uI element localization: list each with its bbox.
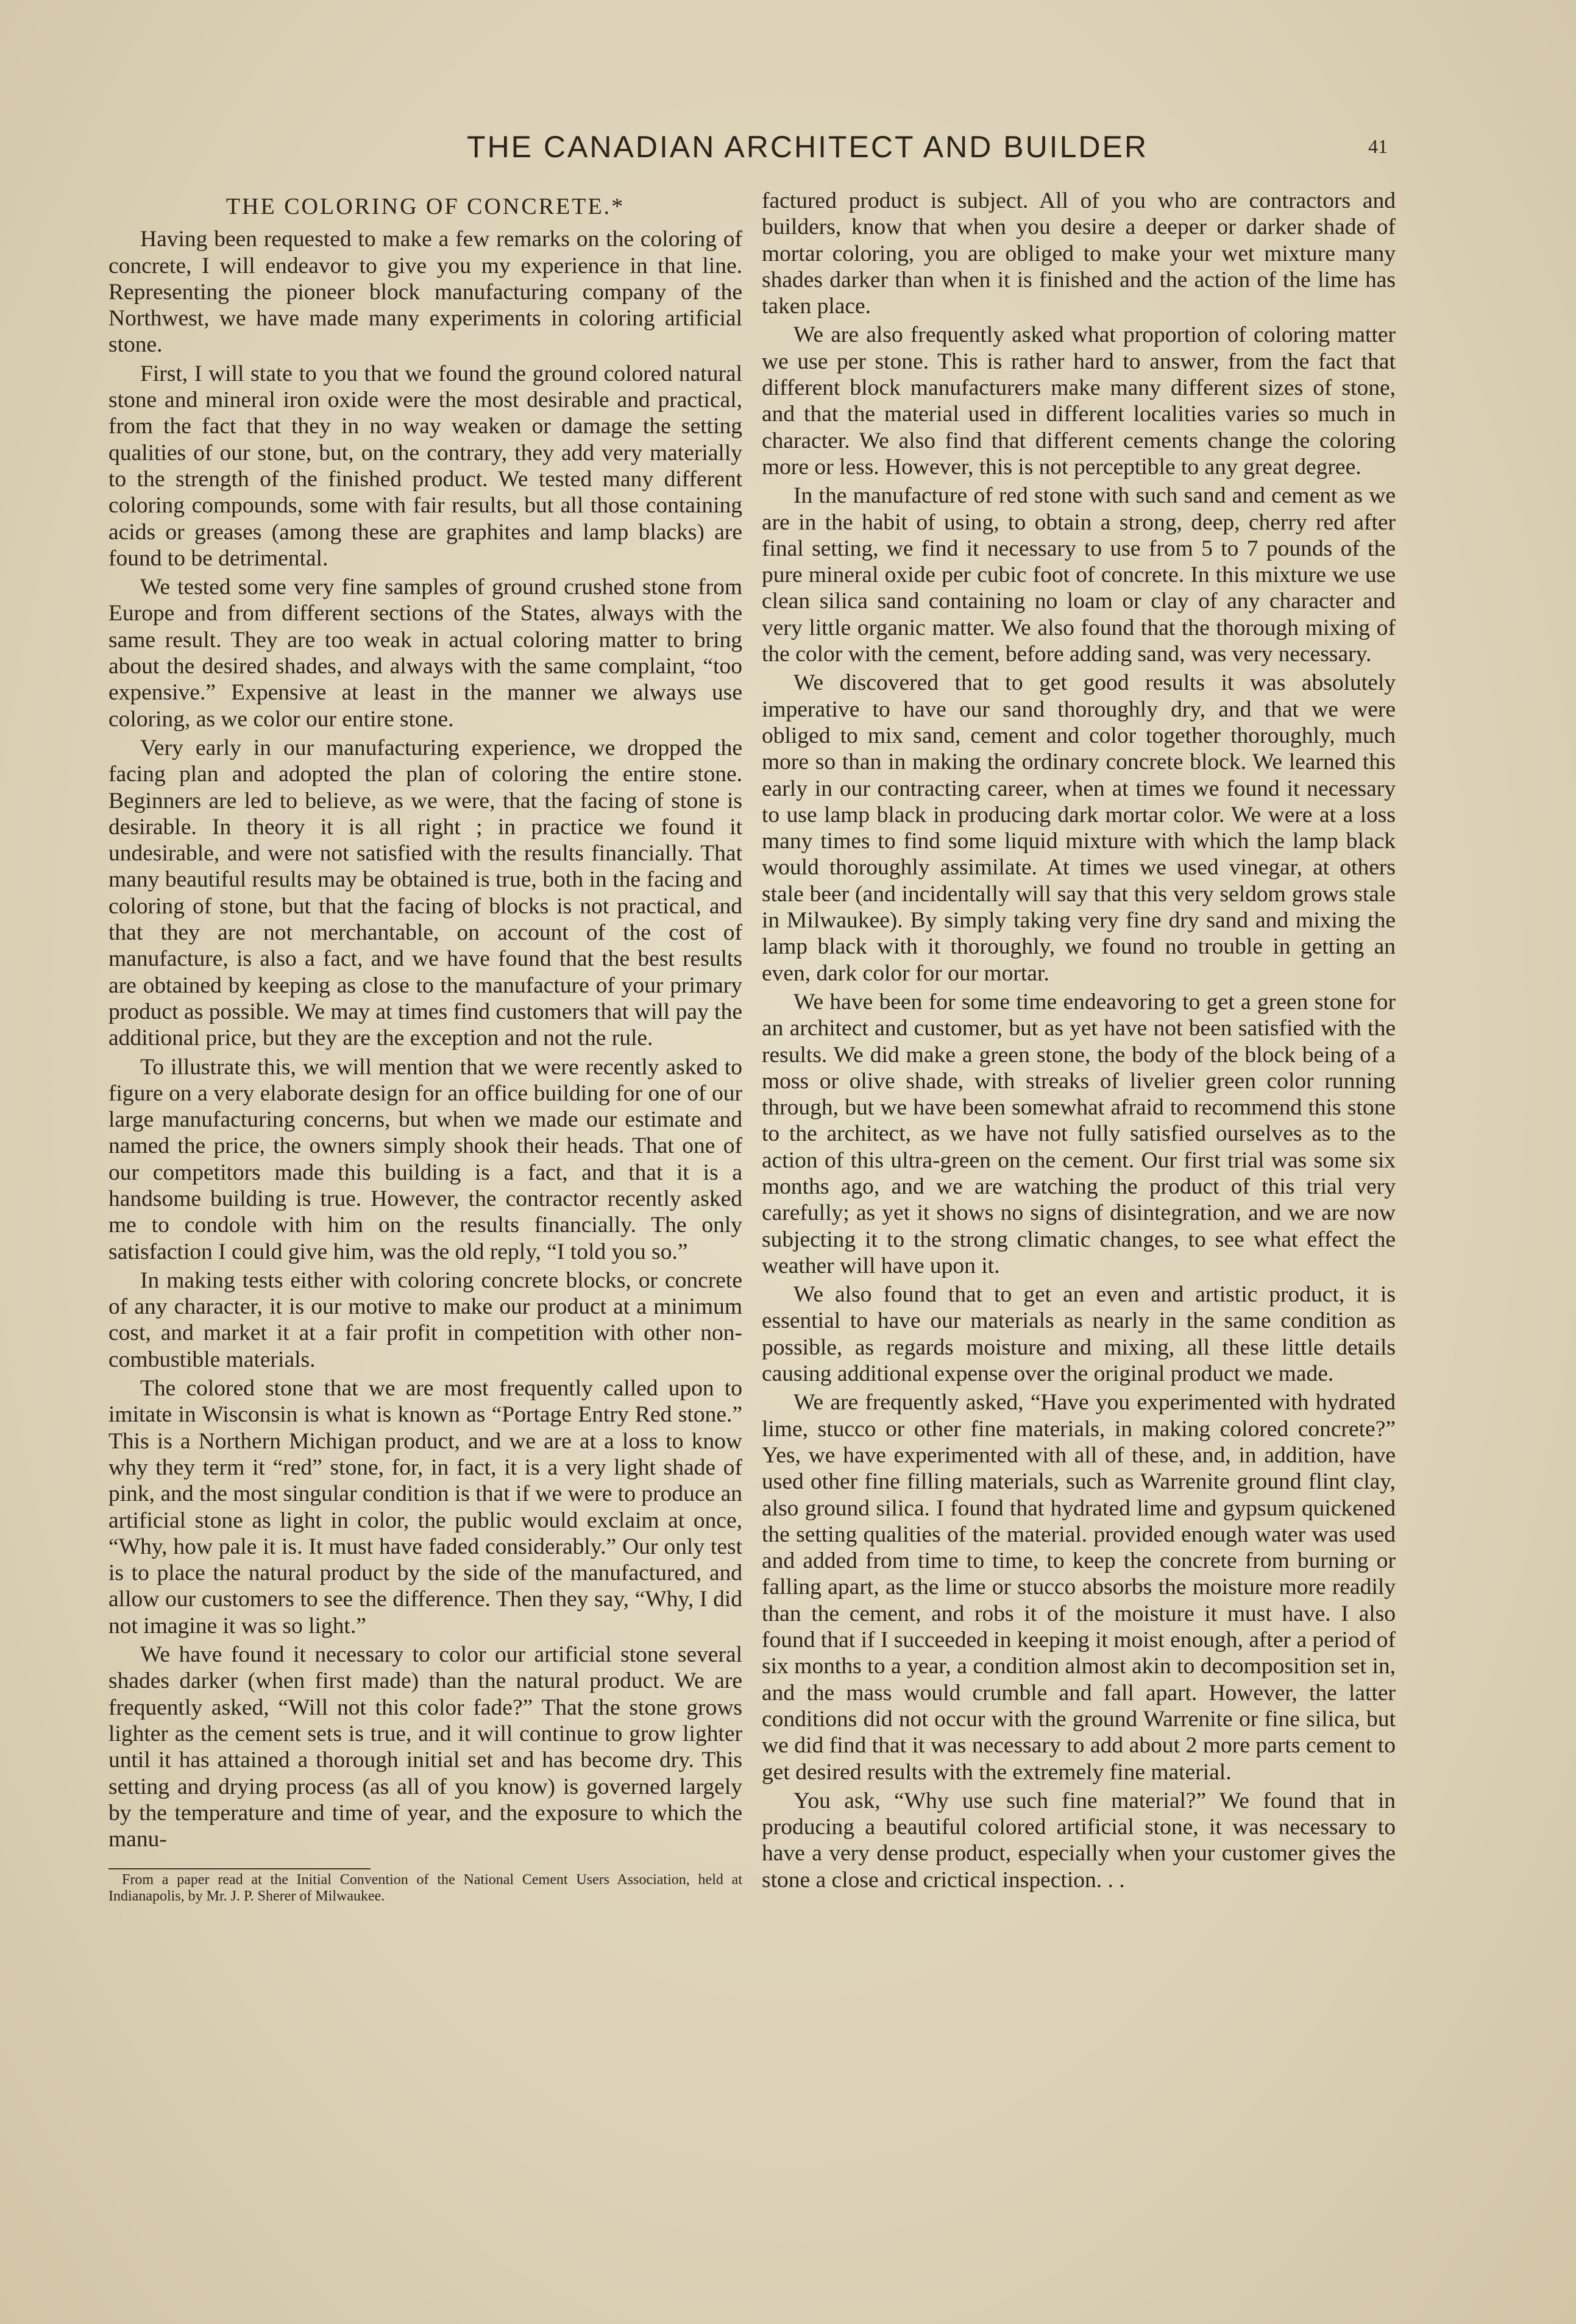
paragraph: We discovered that to get good results it was absolutely imperative to have our sand thoroughly dry, and that we were obliged to mix sand, cement and color together thoroughly, much more so than in making the ordinary concrete block. We learned this early in our contracting career, when at times we found it necessary to use lamp black in producing dark mortar color. We were at a loss many times to find some liquid mixture with which the lamp black would thoroughly assimilate. At times we used vinegar, at others stale beer (and incidentally will say that this very seldom grows stale in Milwaukee). By simply taking very fine dry sand and mixing the lamp black with it thoroughly, we found no trouble in getting an even, dark color for our mortar. (762, 670, 1396, 986)
paragraph: First, I will state to you that we found the ground colored natural stone and mineral iron oxide were the most desirable and practical, from the fact that they in no way weaken or damage the setting qualities of our stone, but, on the contrary, they add very materially to the strength of the finished product. We tested many different coloring compounds, some with fair results, but all those containing acids or greases (among these are graphites and lamp blacks) are found to be detrimental. (108, 361, 742, 571)
left-column (108, 194, 742, 1907)
paragraph: Having been requested to make a few remarks on the coloring of concrete, I will endeavor to give you my experience in that line. Representing the pioneer block manufacturing company of the Northwest, we have made many experiments in coloring artificial stone. (108, 227, 742, 358)
paragraph: We are also frequently asked what proportion of coloring matter we use per stone. This is rather hard to answer, from the fact that different block manufacturers make many different sizes of stone, and that the material used in different localities varies so much in character. We also find that different cements change the coloring more or less. However, this is not perceptible to any great degree. (762, 322, 1396, 480)
paragraph: We have been for some time endeavoring to get a green stone for an architect and customer, but as yet have not been satisfied with the results. We did make a green stone, the body of the block being of a moss or olive shade, with streaks of livelier green color running through, but we have been somewhat afraid to recommend this stone to the architect, as we have not fully satisfied ourselves as to the action of this ultra-green on the cement. Our first trial was some six months ago, and we are watching the product of this trial very carefully; as yet it shows no signs of disintegration, and we are now subjecting it to the strong climatic changes, to see what effect the weather will have upon it. (762, 989, 1396, 1278)
paragraph: In the manufacture of red stone with such sand and cement as we are in the habit of using, to obtain a strong, deep, cherry red after final setting, we find it necessary to use from 5 to 7 pounds of the pure mineral oxide per cubic foot of concrete. In this mixture we use clean silica sand containing no loam or clay of any character and very little organic matter. We also found that the thorough mixing of the color with the cement, before adding sand, was very necessary. (762, 483, 1396, 667)
paragraph: We are frequently asked, “Have you experimented with hydrated lime, stucco or other fine materials, in making colored concrete?” Yes, we have experimented with all of these, and, in addition, have used other fine filling materials, such as Warrenite ground flint clay, also ground silica. I found that hydrated lime and gypsum quickened the setting qualities of the material. provided enough water was used and added from time to time, to keep the concrete from burning or falling apart, as the lime or stucco absorbs the moisture more readily than the cement, and robs it of the moisture it must have. I also found that if I succeeded in keeping it moist enough, after a period of six months to a year, a condition almost akin to decomposition set in, and the mass would crumble and fall apart. However, the latter conditions did not occur with the ground Warrenite or fine silica, but we did find that it was necessary to add about 2 more parts cement to get desired results with the extremely fine material. (762, 1390, 1396, 1785)
footnote-divider (108, 1868, 371, 1869)
paragraph: Very early in our manufacturing experience, we dropped the facing plan and adopted the plan of coloring the entire stone. Beginners are led to believe, as we were, that the facing of stone is desirable. In theory it is all right ; in practice we found it undesirable, and were not satisfied with the results financially. That many beautiful results may be obtained is true, both in the facing and coloring of stone, but that the facing of blocks is not practical, and that they are not merchantable, on account of the cost of manufacture, is also a fact, and we have found that the best results are obtained by keeping as close to the manufacture of your primary product as possible. We may at times find customers that will pay the additional price, but they are the exception and not the rule. (108, 735, 742, 1051)
page-number: 41 (1368, 135, 1388, 157)
paragraph: To illustrate this, we will mention that we were recently asked to figure on a very elaborate design for an office building for one of our large manufacturing concerns, but when we made our estimate and named the price, the owners simply shook their heads. That one of our competitors made this building is a fact, and that it is a handsome building is true. However, the contractor recently asked me to condole with him on the results financially. The only satisfaction I could give him, was the old reply, “I told you so.” (108, 1054, 742, 1264)
paragraph: We also found that to get an even and artistic product, it is essential to have our materials as nearly in the same condition as possible, as regards moisture and mixing, all these little details causing additional expense over the original product we made. (762, 1282, 1396, 1387)
paragraph: We tested some very fine samples of ground crushed stone from Europe and from different sections of the States, always with the same result. They are too weak in actual coloring matter to bring about the desired shades, and always with the same complaint, “too expensive.” Expensive at least in the manner we always use coloring, as we color our entire stone. (108, 575, 742, 732)
paragraph: In making tests either with coloring concrete blocks, or concrete of any character, it is our motive to make our product at a minimum cost, and market it at a fair profit in competition with other non-combustible materials. (108, 1267, 742, 1372)
paragraph: You ask, “Why use such fine material?” We found that in producing a beautiful colored artificial stone, it was necessary to have a very dense product, especially when your customer gives the stone a close and crictical inspection. . . (762, 1788, 1396, 1893)
journal-title: THE CANADIAN ARCHITECT AND BUILDER (467, 130, 1148, 164)
paragraph-continuation: factured product is subject. All of you who are contractors and builders, know that when you desire a deeper or darker shade of mortar coloring, you are obliged to make your wet mixture many shades darker than when it is finished and the action of the lime has taken place. (762, 188, 1396, 319)
right-column (762, 188, 1396, 1896)
paragraph: The colored stone that we are most frequently called upon to imitate in Wisconsin is what is known as “Portage Entry Red stone.” This is a Northern Michigan product, and we are at a loss to know why they term it “red” stone, for, in fact, it is a very light shade of pink, and the most singular condition is that if we were to produce an artificial stone as light in color, the public would exclaim at once, “Why, how pale it is. It must have faded considerably.” Our only test is to place the natural product by the side of the manufactured, and allow our customers to see the difference. Then they say, “Why, I did not imagine it was so light.” (108, 1376, 742, 1638)
article-title: THE COLORING OF CONCRETE.* (225, 194, 625, 219)
paragraph: We have found it necessary to color our artificial stone several shades darker (when first made) than the natural product. We are frequently asked, “Will not this color fade?” That the stone grows lighter as the cement sets is true, and it will continue to grow lighter until it has attained a thorough initial set and has become dry. This setting and drying process (as all of you know) is governed largely by the temperature and time of year, and the exposure to which the manu- (108, 1642, 742, 1852)
footnote: From a paper read at the Initial Convention of the National Cement Users Association, held at Indianapolis, by Mr. J. P. Sherer of Milwaukee. (108, 1872, 742, 1905)
